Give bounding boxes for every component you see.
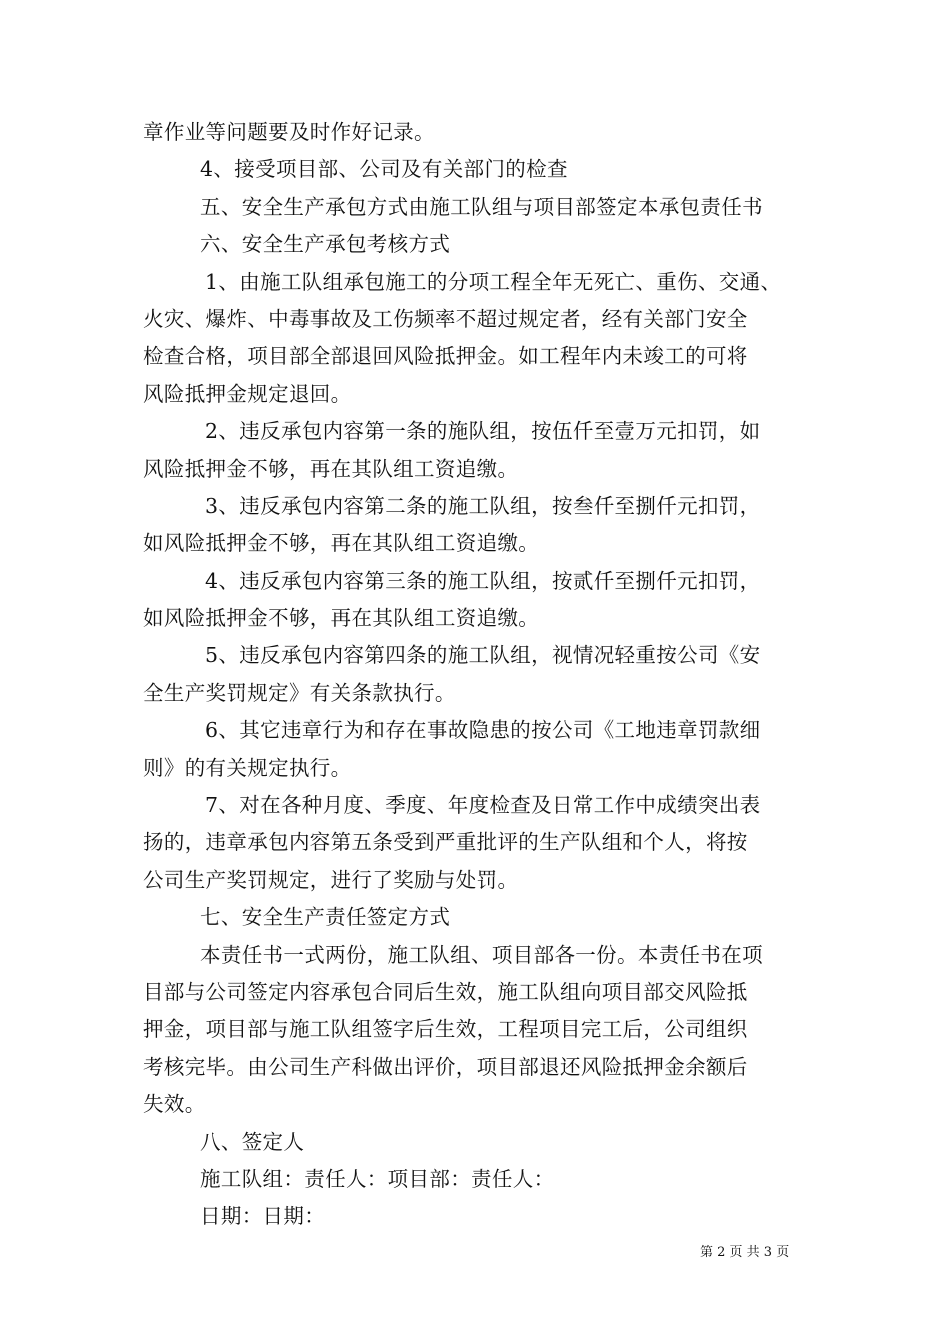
paragraph-line: 全生产奖罚规定》有关条款执行。 xyxy=(143,680,456,705)
section-heading: 六、安全生产承包考核方式 xyxy=(200,232,451,257)
section-heading: 八、签定人 xyxy=(200,1129,305,1154)
paragraph-line: 2、违反承包内容第一条的施队组，按伍仟至壹万元扣罚，如 xyxy=(205,419,761,444)
paragraph-line: 6、其它违章行为和存在事故隐患的按公司《工地违章罚款细 xyxy=(205,718,761,743)
paragraph-line: 4、接受项目部、公司及有关部门的检查 xyxy=(200,157,568,182)
paragraph-line: 1、由施工队组承包施工的分项工程全年无死亡、重伤、交通、 xyxy=(205,269,782,294)
paragraph-line: 考核完毕。由公司生产科做出评价，项目部退还风险抵押金余额后 xyxy=(143,1054,748,1079)
paragraph-line: 检查合格，项目部全部退回风险抵押金。如工程年内未竣工的可将 xyxy=(143,344,748,369)
paragraph-line: 风险抵押金规定退回。 xyxy=(143,381,352,406)
paragraph-line: 风险抵押金不够，再在其队组工资追缴。 xyxy=(143,456,519,481)
paragraph-line: 4、违反承包内容第三条的施工队组，按贰仟至捌仟元扣罚， xyxy=(205,568,761,593)
page-number: 第 2 页 共 3 页 xyxy=(700,1245,790,1260)
paragraph-line: 扬的，违章承包内容第五条受到严重批评的生产队组和个人，将按 xyxy=(143,830,748,855)
paragraph-line: 如风险抵押金不够，再在其队组工资追缴。 xyxy=(143,531,540,556)
paragraph-line: 押金，项目部与施工队组签字后生效，工程项目完工后，公司组织 xyxy=(143,1017,748,1042)
paragraph-line: 火灾、爆炸、中毒事故及工伤频率不超过规定者，经有关部门安全 xyxy=(143,306,748,331)
paragraph-line: 失效。 xyxy=(143,1092,206,1117)
signature-line: 施工队组：责任人：项目部：责任人： xyxy=(200,1166,555,1191)
section-heading: 五、安全生产承包方式由施工队组与项目部签定本承包责任书 xyxy=(200,194,763,219)
paragraph-line: 则》的有关规定执行。 xyxy=(143,755,352,780)
date-line: 日期：日期： xyxy=(200,1204,326,1229)
paragraph-line: 5、违反承包内容第四条的施工队组，视情况轻重按公司《安 xyxy=(205,643,761,668)
paragraph-line: 章作业等问题要及时作好记录。 xyxy=(143,120,435,144)
paragraph-line: 本责任书一式两份，施工队组、项目部各一份。本责任书在项 xyxy=(200,942,763,967)
paragraph-line: 7、对在各种月度、季度、年度检查及日常工作中成绩突出表 xyxy=(205,793,761,818)
paragraph-line: 3、违反承包内容第二条的施工队组，按叁仟至捌仟元扣罚， xyxy=(205,493,761,518)
document-body xyxy=(143,114,823,1236)
paragraph-line: 公司生产奖罚规定，进行了奖励与处罚。 xyxy=(143,867,519,892)
section-heading: 七、安全生产责任签定方式 xyxy=(200,905,451,930)
paragraph-line: 如风险抵押金不够，再在其队组工资追缴。 xyxy=(143,606,540,631)
paragraph-line: 目部与公司签定内容承包合同后生效，施工队组向项目部交风险抵 xyxy=(143,979,748,1004)
